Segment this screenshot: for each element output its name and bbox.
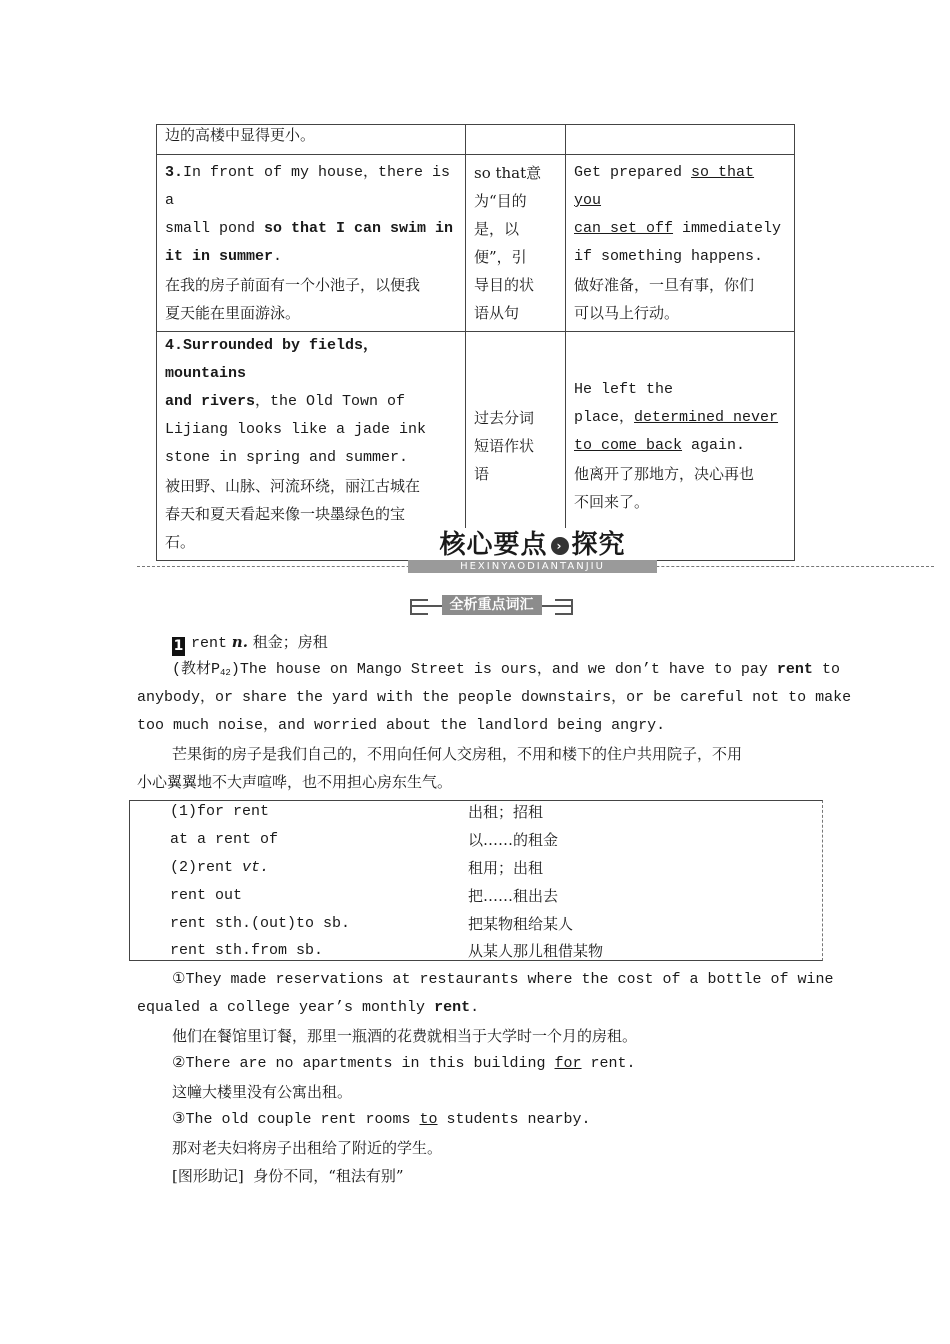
- example-sentence: [172, 1052, 636, 1076]
- source-sentence: [172, 658, 840, 685]
- example-sentence: [137, 996, 479, 1020]
- translation-text: 可以马上行动。: [574, 304, 680, 322]
- comparison-table: [156, 124, 795, 561]
- key-phrase: it in summer: [165, 248, 274, 265]
- example-text: Get prepared: [574, 164, 692, 181]
- key-word: to: [419, 1111, 438, 1128]
- translation-text: 他离开了那地方，决心再也: [574, 465, 755, 483]
- key-phrase: can set off: [574, 220, 674, 237]
- key-word: rent: [434, 999, 471, 1016]
- phrase-chinese: 出租；招租: [468, 803, 544, 821]
- table-cell-sentence: [157, 332, 466, 561]
- translation-text: 夏天能在里面游泳。: [165, 304, 301, 322]
- subsection-label: 全析重点词汇: [442, 595, 542, 615]
- note-text: 语: [474, 465, 490, 483]
- section-title-part: 探究: [571, 530, 626, 560]
- key-phrase: so that you: [574, 164, 755, 209]
- phrase-english: rent out: [170, 887, 243, 904]
- phrase-chinese: 从某人那儿租借某物: [468, 942, 604, 960]
- memory-aid-label: [图形助记] 身份不同，“租法有别”: [172, 1167, 404, 1185]
- sentence-text: Lijiang looks like a jade ink: [165, 421, 427, 438]
- phrase-row: [130, 854, 822, 882]
- phrase-row: [130, 826, 822, 854]
- example-text: place，: [574, 409, 635, 426]
- table-row: [157, 125, 795, 155]
- table-cell: [566, 125, 795, 155]
- phrase-chinese: 租用；出租: [468, 859, 544, 877]
- source-text: (教材P: [172, 661, 221, 678]
- source-sentence: anybody，or share the yard with the people downstairs，or be careful not to make: [137, 689, 852, 706]
- translation-text: 小心翼翼地不大声喧哗，也不用担心房东生气。: [137, 773, 453, 791]
- example-text: .: [470, 999, 480, 1016]
- phrase-pos: vt.: [242, 859, 270, 876]
- heading-bracket-left: [410, 599, 428, 615]
- key-phrase: so that I can swim in: [264, 220, 454, 237]
- phrase-english: rent sth.(out)to sb.: [170, 915, 351, 932]
- example-sentence: [172, 1108, 591, 1132]
- section-title-part: 核心要点: [439, 530, 548, 560]
- table-cell: [466, 125, 566, 155]
- table-cell-note: [466, 155, 566, 332]
- phrase-english: [170, 854, 269, 882]
- sentence-text: ，the Old Town of: [255, 393, 406, 410]
- example-text: He left the: [574, 381, 674, 398]
- subsection-heading: [410, 595, 573, 615]
- note-text: 便”，引: [474, 248, 527, 266]
- example-text: rent.: [581, 1055, 636, 1072]
- phrase-english-text: (2)rent: [170, 859, 243, 876]
- phrase-box: [129, 800, 823, 961]
- phrase-row: [130, 882, 822, 910]
- phrase-row: [130, 798, 822, 826]
- sentence-text: .: [273, 248, 283, 265]
- translation-text: 那对老夫妇将房子出租给了附近的学生。: [172, 1139, 443, 1157]
- key-phrase: to come back: [574, 437, 683, 454]
- phrase-chinese: 以……的租金: [468, 831, 559, 849]
- key-word: rent: [776, 661, 813, 678]
- source-text: to: [812, 661, 840, 678]
- table-row: [157, 155, 795, 332]
- table-cell: [157, 125, 466, 155]
- key-phrase: 4.Surrounded by fields，mountains: [165, 337, 379, 382]
- note-text: 导目的状: [474, 276, 535, 294]
- example-text: equaled a college year’s monthly: [137, 999, 435, 1016]
- sentence-text: small pond: [165, 220, 265, 237]
- key-phrase: determined never: [634, 409, 779, 426]
- phrase-row: [130, 910, 822, 938]
- example-text: ②There are no apartments in this building: [172, 1055, 555, 1072]
- key-phrase: and rivers: [165, 393, 256, 410]
- entry-meaning: 租金；房租: [252, 633, 328, 651]
- sentence-text: In front of my house，there is a: [165, 164, 451, 209]
- arrow-icon: ›: [551, 537, 569, 555]
- example-text: students nearby.: [437, 1111, 591, 1128]
- heading-bracket-right: [555, 599, 573, 615]
- entry-pos: n.: [231, 633, 248, 651]
- translation-text: 在我的房子前面有一个小池子，以便我: [165, 276, 421, 294]
- cell-text: 边的高楼中显得更小。: [165, 126, 316, 144]
- entry-word: rent: [191, 635, 228, 652]
- item-number: 3.: [165, 164, 184, 181]
- example-text: ③The old couple rent rooms: [172, 1111, 420, 1128]
- note-text: 是，以: [474, 220, 520, 238]
- table-cell-sentence: [157, 155, 466, 332]
- note-text: 短语作状: [474, 437, 535, 455]
- phrase-chinese: 把……租出去: [468, 887, 559, 905]
- key-word: for: [554, 1055, 582, 1072]
- translation-text: 这幢大楼里没有公寓出租。: [172, 1083, 353, 1101]
- section-subtitle: HEXINYAODIANTANJIU: [408, 560, 657, 573]
- example-sentence: ①They made reservations at restaurants where the cost of a bottle of wine: [172, 971, 834, 988]
- note-text: 语从句: [474, 304, 520, 322]
- table-row: [157, 332, 795, 561]
- phrase-chinese: 把某物租给某人: [468, 915, 574, 933]
- entry-number-badge: 1: [173, 638, 184, 654]
- note-text: 过去分词: [474, 409, 535, 427]
- source-text: )The house on Mango Street is ours，and we don’t have to pay: [230, 661, 777, 678]
- source-page-number: 42: [220, 668, 231, 678]
- translation-text: 被田野、山脉、河流环绕，丽江古城在: [165, 477, 421, 495]
- note-text: so that意: [474, 164, 542, 182]
- translation-text: 不回来了。: [574, 493, 650, 511]
- note-text: 为“目的: [474, 192, 527, 210]
- translation-text: 芒果街的房子是我们自己的，不用向任何人交房租，不用和楼下的住户共用院子，不用: [172, 745, 743, 763]
- translation-text: 他们在餐馆里订餐，那里一瓶酒的花费就相当于大学时一个月的房租。: [172, 1027, 638, 1045]
- translation-text: 做好准备，一旦有事，你们: [574, 276, 755, 294]
- entry-heading: [172, 630, 328, 656]
- table-cell-note: [466, 332, 566, 561]
- translation-text: 石。: [165, 533, 196, 551]
- section-title: [410, 528, 655, 562]
- phrase-english: at a rent of: [170, 831, 279, 848]
- sentence-text: stone in spring and summer.: [165, 449, 409, 466]
- phrase-english: rent sth.from sb.: [170, 942, 324, 959]
- phrase-english: (1)for rent: [170, 803, 270, 820]
- phrase-row: [130, 937, 822, 965]
- example-text: immediately: [673, 220, 782, 237]
- translation-text: 春天和夏天看起来像一块墨绿色的宝: [165, 505, 406, 523]
- example-text: if something happens.: [574, 248, 764, 265]
- table-cell-example: [566, 155, 795, 332]
- example-text: again.: [682, 437, 746, 454]
- table-cell-example: [566, 332, 795, 561]
- source-sentence: too much noise，and worried about the landlord being angry.: [137, 717, 666, 734]
